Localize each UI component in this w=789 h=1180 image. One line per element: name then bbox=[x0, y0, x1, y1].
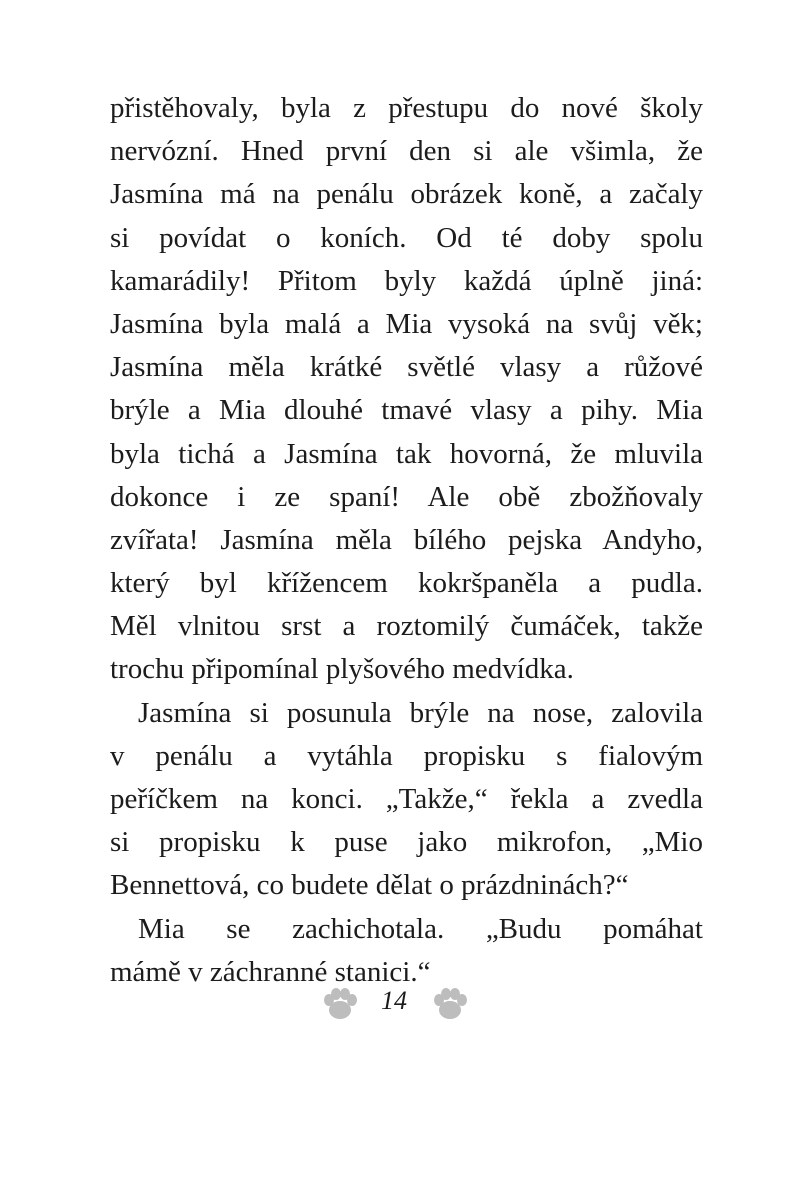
text-line: který byl křížencem kokršpaněla a pudla. bbox=[110, 567, 703, 600]
text-line: si propisku k puse jako mikrofon, „Mio bbox=[110, 826, 703, 859]
text-line: Měl vlnitou srst a roztomilý čumáček, takže bbox=[110, 610, 703, 643]
text-line: kamarádily! Přitom byly každá úplně jiná: bbox=[110, 264, 703, 297]
paragraph bbox=[110, 692, 703, 908]
page-footer bbox=[0, 980, 789, 1030]
text-line: Jasmína měla krátké světlé vlasy a růžové bbox=[110, 351, 703, 384]
text-line: Bennettová, co budete dělat o prázdninách?“ bbox=[110, 869, 629, 902]
text-line: Jasmína má na penálu obrázek koně, a začaly bbox=[110, 178, 703, 211]
text-line: Jasmína byla malá a Mia vysoká na svůj věk; bbox=[110, 307, 703, 340]
text-line: Jasmína si posunula brýle na nose, zalovila bbox=[138, 696, 703, 729]
text-line: byla tichá a Jasmína tak hovorná, že mluvila bbox=[110, 437, 703, 470]
paw-ornament-icon bbox=[430, 985, 470, 1030]
paragraph bbox=[110, 87, 703, 692]
text-line: Mia se zachichotala. „Budu pomáhat bbox=[138, 912, 703, 945]
text-line: nervózní. Hned první den si ale všimla, že bbox=[110, 135, 703, 168]
body-text bbox=[110, 87, 703, 994]
paw-ornament-icon bbox=[320, 985, 360, 1030]
text-line: přistěhovaly, byla z přestupu do nové školy bbox=[110, 92, 703, 124]
text-line: dokonce i ze spaní! Ale obě zbožňovaly bbox=[110, 480, 703, 513]
text-line: v penálu a vytáhla propisku s fialovým bbox=[110, 739, 703, 772]
text-line: peříčkem na konci. „Takže,“ řekla a zvedla bbox=[110, 783, 703, 815]
text-line: si povídat o koních. Od té doby spolu bbox=[110, 221, 703, 254]
text-line: mámě v záchranné stanici.“ bbox=[110, 955, 431, 988]
text-line: zvířata! Jasmína měla bílého pejska Andyho, bbox=[110, 523, 703, 556]
text-line: trochu připomínal plyšového medvídka. bbox=[110, 653, 574, 686]
page-number: 14 bbox=[381, 986, 407, 1015]
text-line: brýle a Mia dlouhé tmavé vlasy a pihy. Mia bbox=[110, 394, 703, 427]
